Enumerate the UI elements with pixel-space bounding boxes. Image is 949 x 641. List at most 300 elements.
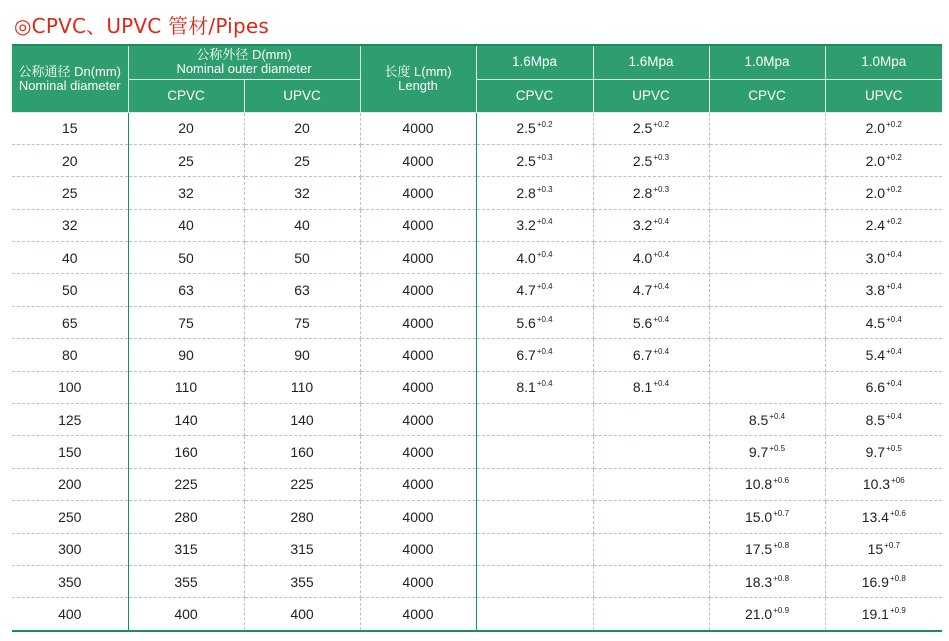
table-row <box>12 177 942 209</box>
cell-od-cpvc <box>128 598 244 631</box>
cell-length <box>360 177 476 209</box>
cell-p16-cpvc <box>476 339 593 371</box>
cell-od-cpvc <box>128 371 244 403</box>
cell-od-cpvc-value: 400 <box>174 606 198 623</box>
cell-od-upvc-value: 90 <box>294 346 310 363</box>
cell-od-cpvc <box>128 209 244 241</box>
header-p10-cpvc: CPVC <box>709 79 825 112</box>
cell-length <box>360 339 476 371</box>
table-row <box>12 404 942 436</box>
cell-p10-upvc-value: 4.5 <box>865 314 886 331</box>
cell-p16-cpvc-tolerance: +0.4 <box>536 346 553 356</box>
cell-od-upvc <box>244 144 360 176</box>
cell-od-upvc-value: 400 <box>290 606 314 623</box>
cell-p16-upvc <box>593 501 709 533</box>
cell-od-cpvc <box>128 565 244 597</box>
cell-dn-value: 25 <box>61 184 78 201</box>
cell-p10-upvc-value: 19.1 <box>861 606 889 623</box>
header-length <box>360 46 476 112</box>
header-length-cn: 长度 L(mm) <box>384 63 452 79</box>
header-length-en: Length <box>398 77 438 93</box>
header-pressure-2: 1.6Mpa <box>593 46 709 79</box>
cell-p10-upvc-value: 5.4 <box>865 346 886 363</box>
cell-dn <box>12 565 128 597</box>
cell-p10-upvc <box>825 339 942 371</box>
cell-od-upvc <box>244 306 360 338</box>
header-nominal-diameter-cn: 公称通径 Dn(mm) <box>18 63 122 79</box>
cell-p10-cpvc-value: 18.3 <box>744 573 773 590</box>
header-nominal-diameter <box>12 46 128 112</box>
cell-dn-value: 400 <box>58 606 82 623</box>
cell-length-value: 4000 <box>402 444 434 461</box>
cell-p16-upvc <box>593 565 709 597</box>
cell-p16-upvc-value: 6.7 <box>632 346 653 363</box>
cell-p10-upvc-tolerance: +0.2 <box>886 120 902 130</box>
header-od-cpvc: CPVC <box>128 79 244 112</box>
cell-p10-upvc-value: 15 <box>867 541 884 558</box>
cell-p10-upvc-tolerance: +0.4 <box>886 249 902 259</box>
cell-length <box>360 371 476 403</box>
cell-p10-cpvc-value: 17.5 <box>744 541 773 558</box>
cell-dn <box>12 144 128 176</box>
cell-p16-cpvc-tolerance: +0.4 <box>536 314 553 324</box>
cell-length-value: 4000 <box>402 282 434 299</box>
cell-p16-upvc <box>593 404 709 436</box>
cell-p10-upvc-tolerance: +0.8 <box>889 573 906 583</box>
cell-p10-cpvc-tolerance: +0.5 <box>769 444 786 454</box>
cell-p16-cpvc <box>476 274 593 306</box>
cell-od-cpvc-value: 140 <box>174 411 198 428</box>
cell-od-cpvc <box>128 306 244 338</box>
cell-p16-cpvc-value: 8.1 <box>516 379 536 396</box>
cell-od-upvc-value: 40 <box>294 217 310 234</box>
cell-p16-cpvc <box>476 371 593 403</box>
cell-length <box>360 306 476 338</box>
header-pressure-1: 1.6Mpa <box>476 46 593 79</box>
cell-od-upvc-value: 110 <box>290 379 314 396</box>
cell-od-cpvc-value: 315 <box>174 541 198 558</box>
cell-p10-upvc-value: 8.5 <box>865 411 886 428</box>
cell-dn <box>12 274 128 306</box>
cell-od-cpvc-value: 50 <box>178 249 194 266</box>
cell-dn-value: 32 <box>61 217 78 234</box>
cell-p16-cpvc <box>476 112 593 144</box>
cell-p16-upvc <box>593 533 709 565</box>
cell-od-cpvc-value: 280 <box>174 508 198 525</box>
cell-p10-upvc-value: 3.8 <box>865 282 886 299</box>
cell-p10-upvc-value: 9.7 <box>865 444 886 461</box>
cell-p16-cpvc-tolerance: +0.3 <box>536 184 553 194</box>
cell-od-upvc <box>244 339 360 371</box>
cell-dn <box>12 436 128 468</box>
cell-p16-cpvc <box>476 533 593 565</box>
cell-p10-cpvc-tolerance: +0.9 <box>773 606 790 616</box>
header-p16-cpvc: CPVC <box>476 79 593 112</box>
cell-p16-upvc-tolerance: +0.4 <box>653 217 670 227</box>
header-p10-upvc: UPVC <box>825 79 942 112</box>
cell-p16-upvc <box>593 598 709 631</box>
cell-p10-cpvc-value: 10.8 <box>744 476 773 493</box>
cell-p16-upvc-tolerance: +0.4 <box>653 314 670 324</box>
cell-od-upvc-value: 140 <box>290 411 314 428</box>
cell-dn-value: 15 <box>61 120 78 137</box>
cell-od-cpvc <box>128 112 244 144</box>
cell-dn-value: 80 <box>61 346 78 363</box>
cell-p16-upvc-value: 2.5 <box>632 120 653 137</box>
cell-od-upvc-value: 32 <box>294 184 310 201</box>
cell-dn-value: 50 <box>61 282 78 299</box>
cell-p10-upvc <box>825 112 942 144</box>
cell-dn <box>12 209 128 241</box>
cell-od-upvc <box>244 468 360 500</box>
cell-p16-cpvc <box>476 209 593 241</box>
cell-p10-upvc <box>825 598 942 631</box>
cell-p10-upvc-tolerance: +0.2 <box>886 217 902 227</box>
table-row <box>12 339 942 371</box>
cell-p16-upvc <box>593 112 709 144</box>
cell-p16-cpvc-tolerance: +0.4 <box>536 282 553 292</box>
cell-p16-cpvc-value: 6.7 <box>516 346 536 363</box>
cell-p16-cpvc-value: 2.5 <box>516 120 536 137</box>
cell-p10-upvc-value: 13.4 <box>861 508 889 525</box>
cell-p10-upvc <box>825 371 942 403</box>
cell-dn-value: 200 <box>58 476 82 493</box>
cell-p10-cpvc <box>709 404 825 436</box>
cell-od-upvc <box>244 598 360 631</box>
cell-length <box>360 501 476 533</box>
cell-p16-cpvc <box>476 306 593 338</box>
cell-p16-cpvc <box>476 177 593 209</box>
cell-p10-cpvc <box>709 501 825 533</box>
cell-od-upvc-value: 50 <box>294 249 310 266</box>
table-row <box>12 501 942 533</box>
cell-p10-upvc <box>825 177 942 209</box>
cell-p16-upvc-tolerance: +0.4 <box>653 282 670 292</box>
cell-length-value: 4000 <box>402 541 434 558</box>
cell-p16-upvc-tolerance: +0.3 <box>653 184 670 194</box>
cell-dn-value: 65 <box>61 314 78 331</box>
cell-length <box>360 533 476 565</box>
cell-p10-upvc-value: 2.0 <box>865 120 886 137</box>
table-row <box>12 468 942 500</box>
cell-p16-cpvc-tolerance: +0.4 <box>536 217 553 227</box>
table-row <box>12 598 942 631</box>
cell-p16-upvc <box>593 274 709 306</box>
cell-p10-cpvc <box>709 209 825 241</box>
table-row <box>12 274 942 306</box>
cell-length-value: 4000 <box>402 314 434 331</box>
cell-length-value: 4000 <box>402 184 434 201</box>
cell-od-upvc <box>244 177 360 209</box>
cell-p10-upvc-value: 2.4 <box>865 217 886 234</box>
cell-p10-upvc-value: 2.0 <box>865 152 886 169</box>
cell-p16-upvc <box>593 436 709 468</box>
cell-dn <box>12 598 128 631</box>
cell-length-value: 4000 <box>402 476 434 493</box>
cell-p10-cpvc <box>709 533 825 565</box>
cell-od-cpvc-value: 32 <box>178 184 194 201</box>
cell-p10-upvc-value: 6.6 <box>865 379 886 396</box>
cell-p16-cpvc <box>476 501 593 533</box>
cell-od-cpvc <box>128 242 244 274</box>
cell-dn <box>12 533 128 565</box>
cell-p16-cpvc <box>476 436 593 468</box>
header-pressure-4: 1.0Mpa <box>825 46 942 79</box>
cell-p10-cpvc-value: 15.0 <box>744 508 773 525</box>
cell-od-cpvc-value: 110 <box>174 379 198 396</box>
cell-length <box>360 144 476 176</box>
cell-length-value: 4000 <box>402 249 434 266</box>
header-outer-diameter-en: Nominal outer diameter <box>176 61 312 77</box>
cell-p16-cpvc <box>476 144 593 176</box>
cell-od-upvc <box>244 274 360 306</box>
cell-p10-cpvc-value: 21.0 <box>744 606 773 623</box>
cell-p16-upvc-tolerance: +0.4 <box>653 379 670 389</box>
cell-p10-upvc-tolerance: +0.9 <box>889 606 906 616</box>
cell-od-cpvc-value: 63 <box>178 282 194 299</box>
cell-od-upvc <box>244 533 360 565</box>
cell-p10-cpvc-tolerance: +0.6 <box>773 476 790 486</box>
table-row <box>12 306 942 338</box>
cell-length <box>360 112 476 144</box>
cell-od-cpvc <box>128 501 244 533</box>
cell-p10-upvc-tolerance: +0.4 <box>886 314 902 324</box>
cell-p10-cpvc <box>709 339 825 371</box>
cell-p10-upvc <box>825 533 942 565</box>
cell-length <box>360 242 476 274</box>
cell-length-value: 4000 <box>402 379 434 396</box>
cell-p10-upvc-tolerance: +0.5 <box>886 444 902 454</box>
cell-p10-upvc <box>825 209 942 241</box>
table-row <box>12 209 942 241</box>
cell-p10-upvc-value: 10.3 <box>862 476 891 493</box>
cell-od-cpvc <box>128 177 244 209</box>
cell-od-cpvc-value: 160 <box>174 444 198 461</box>
cell-length <box>360 468 476 500</box>
cell-dn <box>12 404 128 436</box>
cell-p16-upvc-value: 2.8 <box>632 184 653 201</box>
cell-p10-cpvc <box>709 565 825 597</box>
cell-length-value: 4000 <box>402 606 434 623</box>
cell-p16-cpvc-tolerance: +0.2 <box>536 120 553 130</box>
cell-od-upvc-value: 160 <box>290 444 314 461</box>
table-row <box>12 144 942 176</box>
cell-od-upvc <box>244 565 360 597</box>
cell-p10-upvc-tolerance: +0.6 <box>889 508 906 518</box>
cell-p16-cpvc-tolerance: +0.4 <box>536 249 553 259</box>
cell-od-upvc-value: 225 <box>290 476 314 493</box>
cell-od-upvc-value: 63 <box>294 282 310 299</box>
cell-od-upvc <box>244 436 360 468</box>
cell-p16-upvc <box>593 339 709 371</box>
cell-p10-upvc-tolerance: +0.2 <box>886 152 902 162</box>
cell-dn-value: 300 <box>58 541 82 558</box>
cell-od-upvc-value: 75 <box>294 314 310 331</box>
cell-p10-cpvc <box>709 242 825 274</box>
cell-p10-cpvc <box>709 112 825 144</box>
cell-p16-upvc-value: 5.6 <box>632 314 653 331</box>
cell-od-cpvc-value: 20 <box>178 120 194 137</box>
cell-p10-cpvc <box>709 468 825 500</box>
cell-p10-upvc-value: 2.0 <box>865 184 886 201</box>
cell-dn-value: 250 <box>58 508 82 525</box>
header-od-upvc: UPVC <box>244 79 360 112</box>
cell-p16-cpvc-value: 5.6 <box>516 314 536 331</box>
cell-p10-upvc <box>825 436 942 468</box>
cell-od-cpvc <box>128 533 244 565</box>
cell-p16-upvc <box>593 306 709 338</box>
cell-length-value: 4000 <box>402 217 434 234</box>
cell-p16-cpvc <box>476 565 593 597</box>
cell-p10-upvc <box>825 501 942 533</box>
cell-p16-upvc-tolerance: +0.4 <box>653 249 670 259</box>
table-row <box>12 242 942 274</box>
cell-od-upvc-value: 280 <box>290 508 314 525</box>
cell-p16-cpvc-value: 4.7 <box>516 282 536 299</box>
cell-length-value: 4000 <box>402 120 434 137</box>
cell-od-cpvc-value: 40 <box>178 217 194 234</box>
cell-od-upvc <box>244 501 360 533</box>
table-row <box>12 533 942 565</box>
cell-p16-upvc-tolerance: +0.3 <box>653 152 670 162</box>
cell-p16-upvc-tolerance: +0.2 <box>653 120 670 130</box>
cell-dn-value: 150 <box>58 444 82 461</box>
cell-dn-value: 125 <box>58 411 82 428</box>
cell-dn <box>12 242 128 274</box>
cell-p10-upvc-tolerance: +0.4 <box>886 379 902 389</box>
pipe-spec-table <box>12 46 942 632</box>
cell-od-cpvc-value: 90 <box>178 346 194 363</box>
cell-p10-cpvc-tolerance: +0.8 <box>773 541 790 551</box>
table-body <box>12 112 942 631</box>
cell-p10-upvc-value: 3.0 <box>865 249 886 266</box>
cell-p10-cpvc-tolerance: +0.4 <box>769 411 786 421</box>
cell-dn <box>12 468 128 500</box>
cell-od-cpvc <box>128 404 244 436</box>
cell-od-upvc-value: 25 <box>294 152 310 169</box>
header-p16-upvc: UPVC <box>593 79 709 112</box>
cell-p10-upvc-tolerance: +0.7 <box>884 541 900 551</box>
table-row <box>12 371 942 403</box>
cell-p16-upvc-tolerance: +0.4 <box>653 346 670 356</box>
cell-od-upvc <box>244 404 360 436</box>
cell-p10-upvc <box>825 144 942 176</box>
cell-dn <box>12 501 128 533</box>
cell-length-value: 4000 <box>402 411 434 428</box>
cell-p16-upvc-value: 4.0 <box>632 249 653 266</box>
pipe-spec-table-wrapper <box>12 44 942 632</box>
cell-dn <box>12 371 128 403</box>
cell-p10-upvc <box>825 306 942 338</box>
cell-od-cpvc-value: 225 <box>174 476 198 493</box>
cell-dn-value: 350 <box>58 573 82 590</box>
table-row <box>12 436 942 468</box>
cell-p16-cpvc-value: 2.5 <box>516 152 536 169</box>
cell-p16-upvc <box>593 209 709 241</box>
cell-od-upvc <box>244 371 360 403</box>
cell-p16-cpvc-value: 3.2 <box>516 217 536 234</box>
cell-p16-upvc <box>593 177 709 209</box>
cell-length <box>360 404 476 436</box>
cell-p10-cpvc-value: 8.5 <box>748 411 769 428</box>
header-nominal-diameter-en: Nominal diameter <box>18 77 121 93</box>
cell-p16-upvc-value: 8.1 <box>632 379 653 396</box>
cell-length-value: 4000 <box>402 152 434 169</box>
cell-p10-cpvc <box>709 306 825 338</box>
cell-dn <box>12 339 128 371</box>
cell-p10-cpvc <box>709 177 825 209</box>
cell-p10-upvc <box>825 565 942 597</box>
cell-p16-upvc <box>593 371 709 403</box>
cell-dn-value: 100 <box>58 379 82 396</box>
cell-p10-cpvc <box>709 436 825 468</box>
cell-od-upvc <box>244 242 360 274</box>
cell-od-cpvc <box>128 274 244 306</box>
cell-p10-cpvc <box>709 274 825 306</box>
cell-p16-cpvc-value: 4.0 <box>516 249 536 266</box>
cell-p10-cpvc-tolerance: +0.7 <box>773 508 790 518</box>
cell-p16-upvc <box>593 242 709 274</box>
cell-length <box>360 274 476 306</box>
cell-dn-value: 40 <box>61 249 78 266</box>
cell-p10-upvc-tolerance: +0.4 <box>886 346 902 356</box>
cell-od-upvc <box>244 209 360 241</box>
cell-p10-upvc-tolerance: +06 <box>891 476 905 486</box>
cell-length <box>360 209 476 241</box>
cell-p16-cpvc <box>476 468 593 500</box>
cell-p10-upvc-tolerance: +0.4 <box>886 411 902 421</box>
cell-od-cpvc-value: 355 <box>174 573 198 590</box>
cell-dn <box>12 306 128 338</box>
cell-length <box>360 598 476 631</box>
page-title: ◎CPVC、UPVC 管材/Pipes <box>14 14 269 38</box>
cell-p16-upvc <box>593 468 709 500</box>
cell-p16-upvc <box>593 144 709 176</box>
cell-od-cpvc-value: 25 <box>178 152 194 169</box>
cell-od-cpvc <box>128 468 244 500</box>
cell-dn-value: 20 <box>61 152 78 169</box>
cell-p10-upvc-value: 16.9 <box>861 573 889 590</box>
cell-p16-upvc-value: 3.2 <box>632 217 653 234</box>
header-outer-diameter <box>128 46 360 79</box>
header-pressure-3: 1.0Mpa <box>709 46 825 79</box>
cell-od-cpvc <box>128 339 244 371</box>
cell-p16-cpvc <box>476 404 593 436</box>
cell-p10-upvc <box>825 242 942 274</box>
cell-length <box>360 436 476 468</box>
cell-p10-upvc-tolerance: +0.4 <box>886 282 902 292</box>
cell-length-value: 4000 <box>402 346 434 363</box>
cell-p16-cpvc <box>476 242 593 274</box>
cell-p16-cpvc-value: 2.8 <box>516 184 536 201</box>
cell-p10-upvc-tolerance: +0.2 <box>886 184 902 194</box>
cell-p16-upvc-value: 2.5 <box>632 152 653 169</box>
cell-length-value: 4000 <box>402 573 434 590</box>
cell-od-upvc-value: 315 <box>290 541 314 558</box>
cell-p16-upvc-value: 4.7 <box>632 282 653 299</box>
table-row <box>12 112 942 144</box>
cell-od-cpvc <box>128 144 244 176</box>
cell-p16-cpvc-tolerance: +0.4 <box>536 379 553 389</box>
cell-dn <box>12 177 128 209</box>
cell-length-value: 4000 <box>402 508 434 525</box>
cell-od-upvc-value: 355 <box>290 573 314 590</box>
cell-p10-upvc <box>825 468 942 500</box>
cell-od-upvc-value: 20 <box>294 120 310 137</box>
cell-dn <box>12 112 128 144</box>
table-row <box>12 565 942 597</box>
cell-od-cpvc-value: 75 <box>178 314 194 331</box>
